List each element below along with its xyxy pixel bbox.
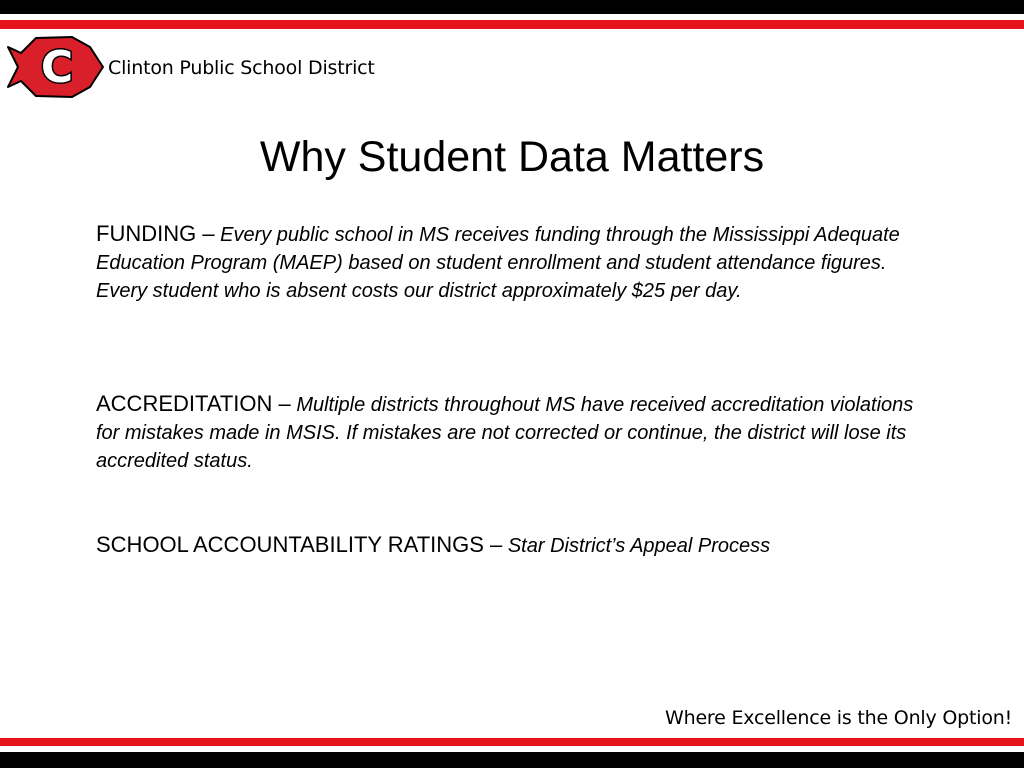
bottom-red-band	[0, 738, 1024, 746]
footer-tagline: Where Excellence is the Only Option!	[665, 707, 1012, 729]
top-black-band	[0, 0, 1024, 14]
section-body: Every public school in MS receives funding through the Mississippi Adequate Education Program (MAEP) based on student enrollment and student attendance figures. Every student who is absent costs our district approximately $25 per day.	[96, 224, 900, 302]
bottom-black-band	[0, 752, 1024, 768]
section-heading: SCHOOL ACCOUNTABILITY RATINGS –	[96, 532, 503, 557]
district-name: Clinton Public School District	[108, 57, 375, 79]
section-heading: FUNDING –	[96, 221, 215, 246]
accountability-section	[96, 531, 922, 560]
funding-section	[96, 220, 922, 305]
slide-title: Why Student Data Matters	[259, 133, 765, 181]
district-logo	[6, 34, 104, 100]
section-heading: ACCREDITATION –	[96, 391, 291, 416]
top-red-band	[0, 20, 1024, 29]
logo-letter: C	[40, 42, 74, 93]
accreditation-section	[96, 390, 922, 475]
section-body: Multiple districts throughout MS have received accreditation violations for mistakes made in MSIS. If mistakes are not corrected or continue, the district will lose its accredited status.	[96, 394, 914, 472]
section-body: Star District’s Appeal Process	[507, 535, 771, 557]
